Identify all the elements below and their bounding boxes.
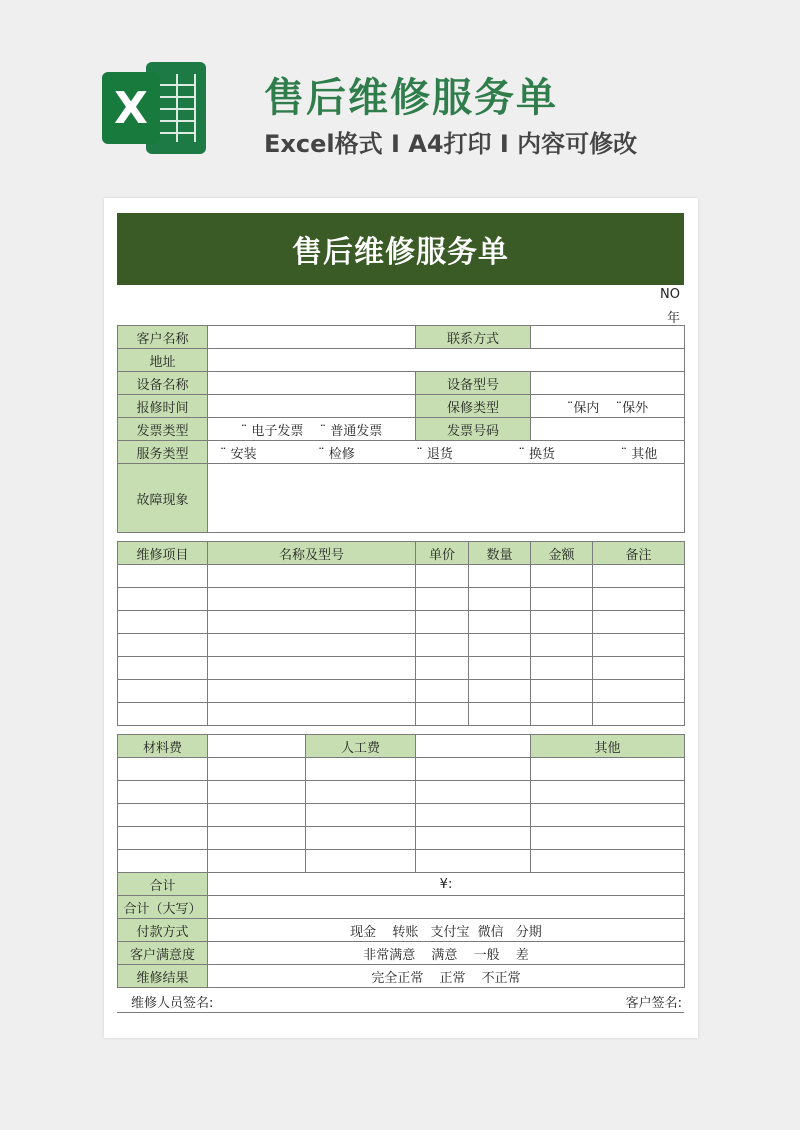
payment-installment[interactable]: 分期 xyxy=(515,924,542,940)
total-field[interactable]: ¥: xyxy=(208,873,685,896)
payment-label: 付款方式 xyxy=(118,919,208,942)
page-subtitle: Excel格式 I A4打印 I 内容可修改 xyxy=(264,130,638,158)
satisfaction-label: 客户满意度 xyxy=(118,942,208,965)
contact-label: 联系方式 xyxy=(416,326,531,349)
service-type-label: 服务类型 xyxy=(118,441,208,464)
repair-time-field[interactable] xyxy=(208,395,416,418)
satisfaction-ok[interactable]: 满意 xyxy=(431,947,458,963)
table-row[interactable] xyxy=(118,804,685,827)
warranty-out-checkbox[interactable]: ¨保外 xyxy=(615,400,649,416)
table-row xyxy=(118,942,685,965)
material-fee-field[interactable] xyxy=(208,735,306,758)
table-row[interactable] xyxy=(118,781,685,804)
result-options xyxy=(208,965,685,988)
table-row xyxy=(118,418,685,441)
table-row xyxy=(118,873,685,896)
table-row[interactable] xyxy=(118,680,685,703)
table-row[interactable] xyxy=(118,611,685,634)
repair-time-label: 报修时间 xyxy=(118,395,208,418)
table-row xyxy=(118,349,685,372)
customer-name-label: 客户名称 xyxy=(118,326,208,349)
address-field[interactable] xyxy=(208,349,685,372)
table-row[interactable] xyxy=(118,827,685,850)
customer-sign-label[interactable]: 客户签名: xyxy=(625,996,682,1011)
table-row xyxy=(118,464,685,533)
satisfaction-very[interactable]: 非常满意 xyxy=(363,947,416,963)
contact-field[interactable] xyxy=(531,326,685,349)
table-row[interactable] xyxy=(118,634,685,657)
payment-wechat[interactable]: 微信 xyxy=(477,924,504,940)
payment-cash[interactable]: 现金 xyxy=(350,924,377,940)
col-repair-item: 维修项目 xyxy=(118,542,208,565)
result-fully-normal[interactable]: 完全正常 xyxy=(371,970,424,986)
repairer-sign-label[interactable]: 维修人员签名: xyxy=(131,996,214,1011)
paper-invoice-checkbox[interactable]: ¨ 普通发票 xyxy=(319,423,383,439)
customer-name-field[interactable] xyxy=(208,326,416,349)
repair-items-table xyxy=(117,541,685,726)
table-row[interactable] xyxy=(118,850,685,873)
table-header-row xyxy=(118,735,685,758)
exchange-checkbox[interactable]: ¨ 换货 xyxy=(518,446,556,462)
table-row xyxy=(118,326,685,349)
device-model-label: 设备型号 xyxy=(416,372,531,395)
total-label: 合计 xyxy=(118,873,208,896)
table-row xyxy=(118,395,685,418)
device-name-label: 设备名称 xyxy=(118,372,208,395)
result-abnormal[interactable]: 不正常 xyxy=(481,970,521,986)
table-header-row xyxy=(118,542,685,565)
table-row[interactable] xyxy=(118,657,685,680)
payment-options xyxy=(208,919,685,942)
cost-table xyxy=(117,734,685,988)
service-options xyxy=(208,441,685,464)
labor-fee-field[interactable] xyxy=(416,735,531,758)
other-checkbox[interactable]: ¨ 其他 xyxy=(620,446,658,462)
fault-label: 故障现象 xyxy=(118,464,208,533)
no-label: NO xyxy=(660,287,680,302)
year-label: 年 xyxy=(666,311,680,326)
logo-grid-lines xyxy=(160,74,196,142)
inspect-checkbox[interactable]: ¨ 检修 xyxy=(318,446,355,462)
result-normal[interactable]: 正常 xyxy=(439,970,466,986)
labor-fee-label: 人工费 xyxy=(306,735,416,758)
material-fee-label: 材料费 xyxy=(118,735,208,758)
device-model-field[interactable] xyxy=(531,372,685,395)
table-row[interactable] xyxy=(118,758,685,781)
col-amount: 金额 xyxy=(531,542,593,565)
signature-line xyxy=(117,988,684,1013)
invoice-type-label: 发票类型 xyxy=(118,418,208,441)
no-line xyxy=(117,285,684,305)
logo-letter: X xyxy=(102,72,160,144)
return-checkbox[interactable]: ¨ 退货 xyxy=(416,446,453,462)
satisfaction-average[interactable]: 一般 xyxy=(473,947,500,963)
install-checkbox[interactable]: ¨ 安装 xyxy=(220,446,257,462)
table-row xyxy=(118,965,685,988)
table-row[interactable] xyxy=(118,588,685,611)
customer-info-table xyxy=(117,325,685,533)
col-remark: 备注 xyxy=(593,542,685,565)
table-row xyxy=(118,896,685,919)
col-unit-price: 单价 xyxy=(416,542,469,565)
table-row xyxy=(118,441,685,464)
invoice-no-label: 发票号码 xyxy=(416,418,531,441)
date-line xyxy=(117,305,684,325)
total-upper-field[interactable] xyxy=(208,896,685,919)
col-name-model: 名称及型号 xyxy=(208,542,416,565)
warranty-type-label: 保修类型 xyxy=(416,395,531,418)
warranty-in-checkbox[interactable]: ¨保内 xyxy=(566,400,600,416)
total-upper-label: 合计（大写） xyxy=(118,896,208,919)
electronic-invoice-checkbox[interactable]: ¨ 电子发票 xyxy=(240,423,304,439)
form-title: 售后维修服务单 xyxy=(117,213,684,285)
table-row xyxy=(118,919,685,942)
satisfaction-poor[interactable]: 差 xyxy=(515,947,529,963)
page-title: 售后维修服务单 xyxy=(264,75,558,121)
payment-alipay[interactable]: 支付宝 xyxy=(430,924,470,940)
fault-field[interactable] xyxy=(208,464,685,533)
other-fee-label: 其他 xyxy=(531,735,685,758)
table-row[interactable] xyxy=(118,703,685,726)
invoice-options xyxy=(208,418,416,441)
address-label: 地址 xyxy=(118,349,208,372)
warranty-options xyxy=(531,395,685,418)
satisfaction-options xyxy=(208,942,685,965)
table-row xyxy=(118,372,685,395)
table-row[interactable] xyxy=(118,565,685,588)
invoice-no-field[interactable] xyxy=(531,418,685,441)
result-label: 维修结果 xyxy=(118,965,208,988)
device-name-field[interactable] xyxy=(208,372,416,395)
service-form xyxy=(117,213,684,1013)
payment-transfer[interactable]: 转账 xyxy=(392,924,419,940)
col-quantity: 数量 xyxy=(469,542,531,565)
excel-logo-icon xyxy=(102,62,210,154)
